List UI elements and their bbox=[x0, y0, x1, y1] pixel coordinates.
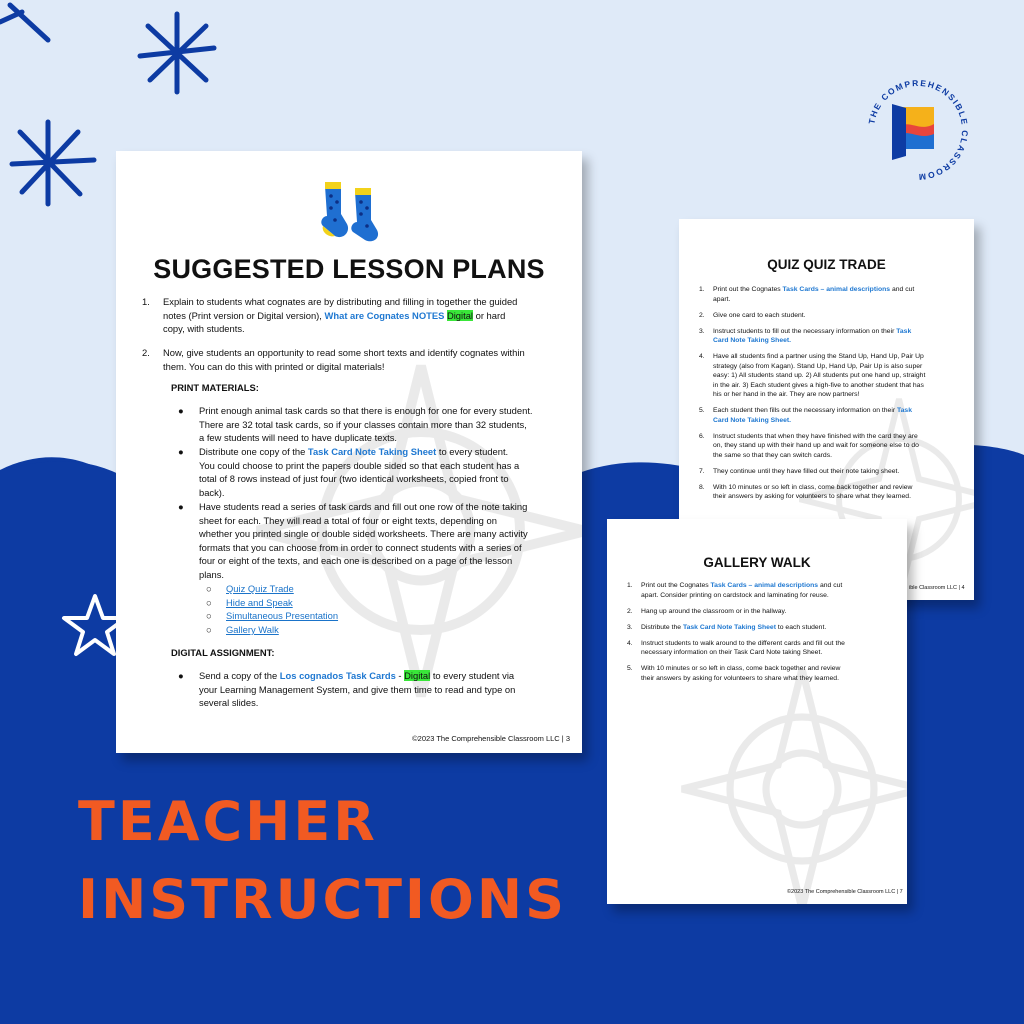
step-text: copy, with students. bbox=[163, 323, 245, 335]
step-text: them. You can do this with printed or digital materials! bbox=[163, 360, 385, 372]
step-text: Give one card to each student. bbox=[713, 311, 806, 319]
bullet-text: Distribute one copy of the bbox=[199, 446, 308, 457]
step-number: 3. bbox=[699, 327, 705, 335]
brand-logo bbox=[862, 74, 974, 186]
activity-link-row bbox=[206, 623, 506, 637]
step-text: easy: 1) All students stand up. 2) All students put one hand up, straight bbox=[713, 372, 926, 379]
step-number: 3. bbox=[627, 623, 633, 631]
step-item bbox=[699, 432, 953, 461]
lesson-plans-page bbox=[116, 151, 582, 753]
step-text: Now, give students an opportunity to read some short texts and identify cognates within bbox=[163, 347, 525, 358]
bullet-text: to every student via bbox=[430, 670, 515, 681]
step-number: 2. bbox=[699, 311, 705, 319]
activity-link[interactable]: Quiz Quiz Trade bbox=[226, 583, 294, 594]
step-number: 7. bbox=[699, 467, 705, 475]
step-text: Each student then fills out the necessary information on their bbox=[713, 407, 897, 414]
step-text: strategy (also from Kagan). Stand Up, Hand Up, Pair Up is also super bbox=[713, 362, 923, 370]
step-number: 1. bbox=[142, 296, 150, 307]
step-text: Distribute the bbox=[641, 623, 683, 631]
step-text: They continue until they have filled out their note taking sheet. bbox=[713, 467, 900, 475]
step-text: and cut bbox=[818, 582, 843, 589]
step-number: 6. bbox=[699, 432, 705, 440]
circle-bullet-icon: ○ bbox=[206, 623, 212, 635]
step-number: 1. bbox=[699, 286, 705, 293]
step-number: 4. bbox=[699, 353, 705, 360]
banner-line-1: TEACHER bbox=[78, 790, 378, 853]
print-materials-heading: PRINT MATERIALS: bbox=[171, 382, 259, 393]
notes-link[interactable]: What are Cognates NOTES bbox=[324, 309, 445, 321]
bullet-icon: ● bbox=[178, 670, 184, 681]
gallery-walk-page bbox=[607, 519, 907, 904]
step-number: 8. bbox=[699, 483, 705, 491]
compass-watermark bbox=[677, 669, 907, 904]
task-link[interactable]: Task Cards – animal descriptions bbox=[710, 582, 819, 589]
step-item bbox=[627, 639, 881, 658]
step-number: 2. bbox=[142, 347, 150, 358]
circle-bullet-icon: ○ bbox=[206, 610, 212, 622]
bullet-icon: ● bbox=[178, 501, 184, 512]
activity-link[interactable]: Gallery Walk bbox=[226, 623, 279, 635]
step-text: apart. Consider printing on cardstock and laminating for reuse. bbox=[641, 591, 829, 599]
step-item bbox=[699, 327, 953, 346]
task-link[interactable]: Task bbox=[896, 327, 912, 335]
bullet-4 bbox=[199, 669, 569, 710]
socks-icon bbox=[317, 180, 387, 244]
bullet-1 bbox=[199, 404, 569, 445]
task-link[interactable]: Card Note Taking Sheet. bbox=[713, 337, 792, 344]
step-text: Print out the Cognates bbox=[713, 286, 783, 293]
step-item bbox=[627, 623, 881, 633]
step-2 bbox=[163, 346, 563, 373]
bullet-icon: ● bbox=[178, 405, 184, 416]
step-number: 5. bbox=[699, 407, 705, 414]
text-line: back). bbox=[199, 486, 225, 498]
text-line: sheet for each. They will read a total of four or eight texts, depending on bbox=[199, 514, 497, 526]
step-item bbox=[699, 352, 953, 400]
step-text: notes (Print version or Digital version), bbox=[163, 309, 325, 321]
step-number: 5. bbox=[627, 665, 633, 672]
bullet-3 bbox=[199, 500, 569, 582]
text-line: several slides. bbox=[199, 697, 259, 709]
activity-link-row bbox=[206, 609, 506, 623]
step-text: his or her hand in the air. They are now partners! bbox=[713, 391, 860, 398]
task-link[interactable]: Task bbox=[897, 407, 912, 414]
step-text: Print out the Cognates bbox=[641, 582, 711, 589]
activity-link-row bbox=[206, 596, 506, 610]
digital-assignment-heading: DIGITAL ASSIGNMENT: bbox=[171, 647, 275, 658]
bullet-2 bbox=[199, 445, 569, 499]
step-item bbox=[699, 311, 953, 321]
activity-link[interactable]: Simultaneous Presentation bbox=[226, 610, 339, 622]
step-text: in the air. 3) Each student gives a high-five to another student that has bbox=[713, 381, 924, 389]
page-title: GALLERY WALK bbox=[703, 555, 811, 570]
text-line: Print enough animal task cards so that there is enough for one for every student. bbox=[199, 405, 533, 416]
sparkle-icon bbox=[0, 0, 60, 50]
page-title: QUIZ QUIZ TRADE bbox=[767, 257, 886, 272]
step-text: to each student. bbox=[775, 623, 827, 631]
step-text: Explain to students what cognates are by distributing and filling in together the guided bbox=[163, 296, 518, 307]
step-item bbox=[627, 664, 881, 683]
step-number: 1. bbox=[627, 582, 633, 589]
task-link[interactable]: Card Note Taking Sheet. bbox=[713, 416, 792, 424]
text-line: formats that you can choose from in order to connect students with a series of bbox=[199, 541, 522, 553]
banner-line-2: INSTRUCTIONS bbox=[78, 868, 567, 931]
step-item bbox=[699, 483, 953, 502]
step-text: the same so that they can switch cards. bbox=[713, 451, 833, 459]
step-text: and cut bbox=[890, 286, 915, 293]
text-line: total of 8 rows instead of just four (two identical worksheets, copied front to bbox=[199, 473, 509, 485]
text-line: whether you printed single or double sided worksheets. There are many activity bbox=[199, 528, 528, 540]
text-line: plans. bbox=[199, 568, 225, 580]
step-number: 4. bbox=[627, 639, 633, 647]
step-number: 2. bbox=[627, 607, 633, 615]
page-footer: ible Classroom LLC | 4 bbox=[909, 585, 965, 591]
step-item bbox=[699, 406, 953, 425]
digital-highlight[interactable]: Digital bbox=[404, 670, 431, 681]
step-text: their answers by asking for volunteers to share what they learned. bbox=[713, 493, 911, 500]
text-line: You could choose to print the papers double sided so that each student has a bbox=[199, 459, 520, 471]
step-text: on, they stand up with their hand up and wait for someone else to do bbox=[713, 442, 919, 449]
digital-highlight[interactable]: Digital bbox=[446, 309, 474, 321]
step-text: necessary information on their Task Card Note taking Sheet. bbox=[641, 649, 823, 656]
step-item bbox=[699, 285, 953, 304]
step-text: With 10 minutes or so left in class, come back together and review bbox=[713, 483, 913, 491]
page-footer: ©2023 The Comprehensible Classroom LLC | 7 bbox=[787, 889, 903, 895]
step-text: their answers by asking for volunteers to share what they learned. bbox=[641, 674, 839, 682]
asterisk-icon bbox=[8, 118, 98, 208]
bullet-text: to every student. bbox=[436, 446, 509, 457]
page-title: SUGGESTED LESSON PLANS bbox=[153, 254, 545, 284]
circle-bullet-icon: ○ bbox=[206, 596, 212, 608]
text-line: There are 32 total task cards, so if your classes contain more than 32 students, bbox=[199, 418, 527, 430]
activity-link[interactable]: Hide and Speak bbox=[226, 596, 293, 608]
step-text: Instruct students to walk around to the different cards and fill out the bbox=[641, 639, 845, 647]
step-item bbox=[699, 467, 953, 477]
bullet-icon: ● bbox=[178, 446, 184, 457]
step-text: or hard bbox=[473, 309, 506, 321]
task-cards-link[interactable]: Los cognados Task Cards bbox=[279, 670, 396, 681]
text-line: four or eight of the texts, and each one is described on a page of the lesson bbox=[199, 555, 513, 567]
task-link[interactable]: Task Cards – animal descriptions bbox=[782, 286, 891, 293]
text-line: Have students read a series of task cards and fill out one row of the note taking bbox=[199, 501, 528, 512]
text-line: a few students will need to have duplicate texts. bbox=[199, 432, 398, 444]
asterisk-icon bbox=[132, 8, 222, 98]
logo-text: THE COMPREHENSIBLE CLASSROOM bbox=[866, 77, 971, 183]
note-sheet-link[interactable]: Task Card Note Taking Sheet bbox=[307, 446, 437, 457]
separator: - bbox=[395, 670, 405, 681]
step-1 bbox=[163, 295, 563, 336]
activity-link-row bbox=[206, 582, 506, 596]
page-footer: ©2023 The Comprehensible Classroom LLC | 3 bbox=[412, 734, 570, 743]
step-text: Have all students find a partner using the Stand Up, Hand Up, Pair Up bbox=[713, 353, 924, 360]
circle-bullet-icon: ○ bbox=[206, 583, 212, 594]
step-item bbox=[627, 607, 881, 617]
step-text: With 10 minutes or so left in class, come back together and review bbox=[641, 665, 841, 672]
activity-links bbox=[206, 582, 506, 636]
text-line: your Learning Management System, and give them time to read and type on bbox=[199, 683, 516, 695]
step-text: Hang up around the classroom or in the hallway. bbox=[641, 607, 787, 615]
step-item bbox=[627, 581, 881, 600]
task-link[interactable]: Task Card Note Taking Sheet bbox=[682, 623, 776, 631]
step-text: apart. bbox=[713, 295, 731, 303]
bullet-text: Send a copy of the bbox=[199, 670, 280, 681]
step-text: Instruct students that when they have finished with the card they are bbox=[713, 432, 918, 440]
step-text: Instruct students to fill out the necessary information on their bbox=[713, 327, 897, 335]
